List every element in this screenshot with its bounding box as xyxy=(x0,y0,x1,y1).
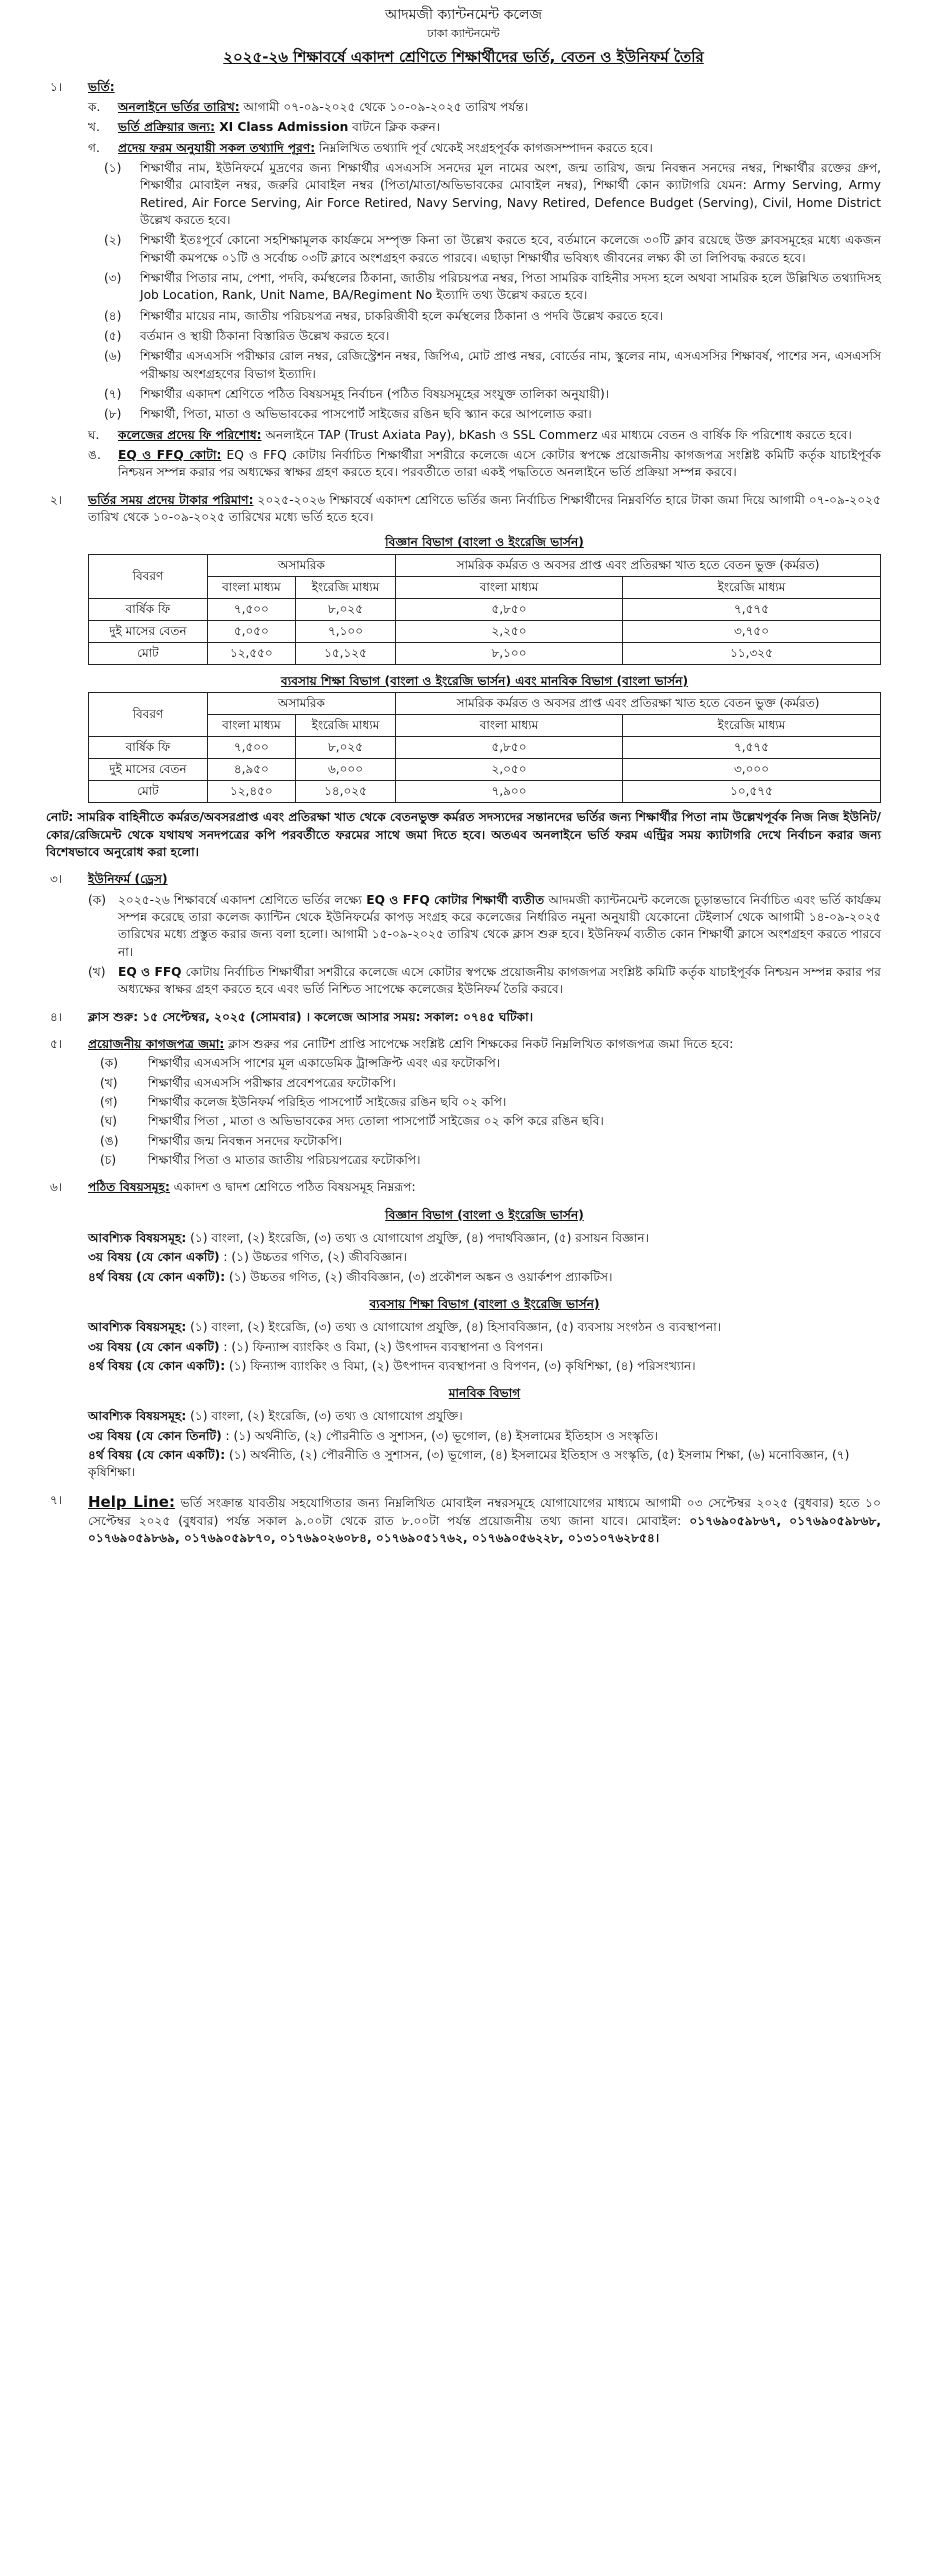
column-header: অসামরিক xyxy=(207,693,395,715)
table-cell: ৫,৮৫০ xyxy=(396,737,623,759)
admission-button-name: XI Class Admission xyxy=(214,120,349,135)
item-gha xyxy=(88,427,881,444)
section-lead: ভর্তির সময় প্রদেয় টাকার পরিমাণ: xyxy=(88,492,254,507)
list-key: (গ) xyxy=(100,1094,118,1109)
list-key: (২) xyxy=(104,233,122,248)
list-text: শিক্ষার্থী, পিতা, মাতা ও অভিভাবকের পাসপোর্ট সাইজের রঙিন ছবি স্ক্যান করে আপলোড করা। xyxy=(140,407,592,422)
subject-label: আবশ্যিক বিষয়সমূহ: xyxy=(88,1320,187,1335)
business-title: ব্যবসায় শিক্ষা বিভাগ (বাংলা ও ইংরেজি ভার্সন) xyxy=(369,1296,600,1311)
column-header: সামরিক কর্মরত ও অবসর প্রাপ্ত এবং প্রতিরক্ষা খাত হতে বেতন ভুক্ত (কর্মরত) xyxy=(396,693,881,715)
table-cell: ১২,৪৫০ xyxy=(207,781,295,803)
table-cell: ২,২৫০ xyxy=(396,620,623,642)
item-text: ২০২৫-২৬ শিক্ষাবর্ষে একাদশ শ্রেণিতে ভর্তির লক্ষ্যে xyxy=(118,892,362,907)
subject-label: ৪র্থ বিষয় (যে কোন একটি): xyxy=(88,1358,226,1373)
section-helpline xyxy=(46,1492,881,1548)
item-text: কোটায় নির্বাচিত শিক্ষার্থীরা সশরীরে কলেজে এসে কোটার স্বপক্ষে প্রয়োজনীয় কাগজপত্র সংশ্লিষ্ট কমিটি কর্তৃক যাচাইপূর্বক নিশ্চয়ন সম্পন্ন করার পর অধ্যক্ষের স্বাক্ষর গ্রহণ করতে হবে এবং ভর্তি নিশ্চিত সাপেক্ষে কলেজের ইউনিফর্ম তৈরি করবে। xyxy=(118,964,881,997)
table-cell: ৭,১০০ xyxy=(295,620,395,642)
section-title: ভর্তি: xyxy=(88,79,115,94)
column-header: ইংরেজি মাধ্যম xyxy=(295,576,395,598)
subject-text: (১) বাংলা, (২) ইংরেজি, (৩) তথ্য ও যোগাযোগ প্রযুক্তি। xyxy=(186,1409,463,1424)
item-lead: প্রদেয় ফরম অনুযায়ী সকল তথ্যাদি পূরণ: xyxy=(118,140,316,155)
list-item xyxy=(88,232,881,267)
notice-title: ২০২৫-২৬ শিক্ষাবর্ষে একাদশ শ্রেণিতে শিক্ষার্থীদের ভর্তি, বেতন ও ইউনিফর্ম তৈরি xyxy=(223,48,704,67)
subject-label: আবশ্যিক বিষয়সমূহ: xyxy=(88,1230,187,1245)
item-key: (ক) xyxy=(88,892,107,907)
table-title-science: বিজ্ঞান বিভাগ (বাংলা ও ইংরেজি ভার্সন) xyxy=(385,535,584,550)
column-header: বাংলা মাধ্যম xyxy=(396,715,623,737)
subject-line xyxy=(88,1230,881,1247)
column-header: বিবরণ xyxy=(89,693,208,737)
section-number: ৪। xyxy=(50,1009,63,1024)
list-item xyxy=(88,1055,881,1072)
section-class-start xyxy=(46,1009,881,1026)
item-key: খ. xyxy=(88,120,100,135)
table-cell: ১৫,১২৫ xyxy=(295,642,395,664)
college-location: ঢাকা ক্যান্টনমেন্ট xyxy=(427,26,500,40)
table-row xyxy=(89,642,881,664)
subject-line xyxy=(88,1319,881,1336)
section-number: ৭। xyxy=(50,1492,63,1507)
item-bold: EQ ও FFQ xyxy=(118,964,182,979)
table-cell: ৮,১০০ xyxy=(396,642,623,664)
table-row xyxy=(89,759,881,781)
item-key: ঘ. xyxy=(88,427,100,442)
item-ka xyxy=(88,99,881,116)
helpline-text: ভর্তি সংক্রান্ত যাবতীয় সহযোগিতার জন্য নিম্নলিখিত মোবাইল নম্বরসমূহে যোগাযোগের মাধ্যমে আগামী ০৩ সেপ্টেম্বর ২০২৫ (বুধবার) হতে ১০ সেপ্টেম্বর ২০২৫ (বুধবার) পর্যন্ত সকাল ৯.০০টা থেকে রাত ৮.০০টা পর্যন্ত প্রয়োজনীয় তথ্য জানা যাবে। মোবাইল: xyxy=(88,1495,881,1529)
subject-line xyxy=(88,1358,881,1375)
column-header: সামরিক কর্মরত ও অবসর প্রাপ্ত এবং প্রতিরক্ষা খাত হতে বেতন ভুক্ত (কর্মরত) xyxy=(396,554,881,576)
list-key: (চ) xyxy=(100,1152,117,1167)
list-item xyxy=(88,270,881,305)
subject-text: (১) উচ্চতর গণিত, (২) জীববিজ্ঞান, (৩) প্রকৌশল অঙ্কন ও ওয়ার্কশপ প্র্যাকটিস। xyxy=(225,1269,613,1284)
list-text: শিক্ষার্থীর মায়ের নাম, জাতীয় পরিচয়পত্র নম্বর, চাকরিজীবী হলে কর্মস্থলের ঠিকানা ও পদবি উল্লেখ করতে হবে। xyxy=(140,308,664,323)
table-row xyxy=(89,598,881,620)
list-text: শিক্ষার্থীর নাম, ইউনিফর্মে মুদ্রণের জন্য শিক্ষার্থীর এসএসসি সনদের মূল নামের অংশ, জন্ম তারিখ, জন্ম নিবন্ধন সনদের নম্বর, শিক্ষার্থীর রক্তের গ্রুপ, শিক্ষার্থীর মোবাইল নম্বর, জরুরি মোবাইল নম্বর (পিতা/মাতা/অভিভাবকের মোবাইল নম্বর), শিক্ষার্থী কোন ক্যাটাগরি যেমন: Army Serving, Army Retired, Air Force Serving, Air Force Retired, Navy Serving, Navy Retired, Defence Budget (Serving), Civil, Home District উল্লেখ করতে হবে। xyxy=(140,161,881,228)
subject-line xyxy=(88,1269,881,1286)
section-number: ১। xyxy=(50,79,63,94)
fee-table-science xyxy=(88,554,881,665)
section-fees xyxy=(46,492,881,804)
list-text: শিক্ষার্থীর পিতা , মাতা ও অভিভাবকের সদ্য তোলা পাসপোর্ট সাইজের ০২ কপি করে রঙিন ছবি। xyxy=(148,1114,604,1129)
column-header: ইংরেজি মাধ্যম xyxy=(622,715,880,737)
subject-line xyxy=(88,1428,881,1445)
item-kha xyxy=(88,119,881,136)
form-info-list xyxy=(88,160,881,424)
table-cell: ১১,৩২৫ xyxy=(622,642,880,664)
list-item xyxy=(88,160,881,229)
list-item xyxy=(88,1113,881,1130)
column-header: ইংরেজি মাধ্যম xyxy=(295,715,395,737)
item-lead: EQ ও FFQ কোটা: xyxy=(118,448,222,463)
section-text: একাদশ ও দ্বাদশ শ্রেণিতে পঠিত বিষয়সমূহ নিম্নরূপ: xyxy=(169,1180,416,1195)
helpline-phones: ০১৭৬৯০৫৯৮৬৭, ০১৭৬৯০৫৯৮৬৮, ০১৭৬৯০৫৯৮৬৯, ০১৭৬৯০৫৯৮৭০, ০১৭৬৯০২৬০৮৪, ০১৭৬৯০৫১৭৬২, ০১৭৬৯০৫৬২২৮, ০১৩১০৭৬২৮৫৪। xyxy=(88,1514,881,1546)
section-number: ৩। xyxy=(50,872,63,887)
section-title: ইউনিফর্ম (ড্রেস) xyxy=(88,872,168,887)
column-header: অসামরিক xyxy=(207,554,395,576)
header xyxy=(46,6,881,69)
list-text: শিক্ষার্থী ইতঃপূর্বে কোনো সহশিক্ষামূলক কার্যক্রমে সম্পৃক্ত কিনা তা উল্লেখ করতে হবে, বর্তমানে কলেজে ৩০টি ক্লাব রয়েছে উক্ত ক্লাবসমূহের মধ্যে একজন শিক্ষার্থী কমপক্ষে ০১টি ও সর্বোচ্চ ০৩টি ক্লাবে অংশগ্রহণ করতে পারবে। এছাড়া শিক্ষার্থীর ভবিষ্যৎ জীবনের লক্ষ্য কী তা লিপিবদ্ধ করতে হবে। xyxy=(140,233,881,265)
list-item xyxy=(88,308,881,325)
list-text: বর্তমান ও স্থায়ী ঠিকানা বিস্তারিত উল্লেখ করতে হবে। xyxy=(140,329,390,344)
section-documents xyxy=(46,1036,881,1169)
section-number: ৫। xyxy=(50,1036,63,1051)
item-ka xyxy=(88,892,881,961)
subject-label: ৩য় বিষয় (যে কোন একটি) xyxy=(88,1339,220,1354)
item-key: (খ) xyxy=(88,964,106,979)
subject-text: : (১) ফিন্যান্স ব্যাংকিং ও বিমা, (২) উৎপাদন ব্যবস্থাপনা ও বিপণন। xyxy=(219,1339,544,1354)
item-text: EQ ও FFQ কোটায় নির্বাচিত শিক্ষার্থীরা সশরীরে কলেজে এসে কোটার স্বপক্ষে প্রয়োজনীয় কাগজপত্র সংশ্লিষ্ট কমিটি কর্তৃক যাচাইপূর্বক নিশ্চয়ন সম্পন্ন করার পর অধ্যক্ষের স্বাক্ষর গ্রহণ করতে হবে। পরবর্তীতে তারা একই পদ্ধতিতে অনলাইনে ভর্তি প্রক্রিয়া সম্পন্ন করবে। xyxy=(118,448,881,480)
table-cell: ৩,৭৫০ xyxy=(622,620,880,642)
item-key: ঙ. xyxy=(88,448,101,463)
subject-text: (১) বাংলা, (২) ইংরেজি, (৩) তথ্য ও যোগাযোগ প্রযুক্তি, (৪) হিসাববিজ্ঞান, (৫) ব্যবসায় সংগঠন ও ব্যবস্থাপনা। xyxy=(186,1320,722,1335)
column-header: বিবরণ xyxy=(89,554,208,598)
table-cell: ৭,৫০০ xyxy=(207,598,295,620)
subject-text: : (১) উচ্চতর গণিত, (২) জীববিজ্ঞান। xyxy=(219,1250,408,1265)
section-admission xyxy=(46,79,881,482)
column-header: বাংলা মাধ্যম xyxy=(207,715,295,737)
section-text: ক্লাস শুরুর পর নোটিশ প্রাপ্তি সাপেক্ষে সংশ্লিষ্ট শ্রেণি শিক্ষকের নিকট নিম্নলিখিত কাগজপত্র জমা দিতে হবে: xyxy=(224,1036,734,1051)
subject-text: (১) বাংলা, (২) ইংরেজি, (৩) তথ্য ও যোগাযোগ প্রযুক্তি, (৪) পদার্থবিজ্ঞান, (৫) রসায়ন বিজ্ঞান। xyxy=(186,1230,650,1245)
subject-label: ৩য় বিষয় (যে কোন তিনটি) xyxy=(88,1428,222,1443)
item-ga xyxy=(88,140,881,157)
list-key: (ক) xyxy=(100,1056,119,1071)
section-subjects xyxy=(46,1179,881,1482)
subject-label: আবশ্যিক বিষয়সমূহ: xyxy=(88,1409,187,1424)
item-lead: কলেজের প্রদেয় ফি পরিশোধ: xyxy=(118,427,262,442)
item-text: অনলাইনে TAP (Trust Axiata Pay), bKash ও SSL Commerz এর মাধ্যমে বেতন ও বার্ষিক ফি পরিশোধ করতে হবে। xyxy=(261,427,852,442)
fee-table-business xyxy=(88,692,881,803)
list-text: শিক্ষার্থীর পিতার নাম, পেশা, পদবি, কর্মস্থলের ঠিকানা, জাতীয় পরিচয়পত্র নম্বর, পিতা সামরিক বাহিনীর সদস্য হলে অথবা সামরিক হলে উল্লিখিত তথ্যাদিসহ Job Location, Rank, Unit Name, BA/Regiment No ইত্যাদি তথ্য উল্লেখ করতে হবে। xyxy=(140,271,881,303)
table-cell: ৫,৮৫০ xyxy=(396,598,623,620)
science-title: বিজ্ঞান বিভাগ (বাংলা ও ইংরেজি ভার্সন) xyxy=(385,1207,584,1222)
section-lead: পঠিত বিষয়সমূহ: xyxy=(88,1180,170,1195)
helpline-label: Help Line: xyxy=(88,1492,175,1511)
column-header: বাংলা মাধ্যম xyxy=(207,576,295,598)
class-start-text: ক্লাস শুরু: ১৫ সেপ্টেম্বর, ২০২৫ (সোমবার) । কলেজে আসার সময়: সকাল: ০৭৪৫ ঘটিকা। xyxy=(88,1009,534,1024)
section-number: ২। xyxy=(50,492,63,507)
subject-label: ৪র্থ বিষয় (যে কোন একটি): xyxy=(88,1269,226,1284)
item-umo xyxy=(88,447,881,482)
list-text: শিক্ষার্থীর পিতা ও মাতার জাতীয় পরিচয়পত্রের ফটোকপি। xyxy=(148,1152,421,1167)
table-cell: ২,০৫০ xyxy=(396,759,623,781)
section-lead: প্রয়োজনীয় কাগজপত্র জমা: xyxy=(88,1036,225,1051)
humanities-title: মানবিক বিভাগ xyxy=(448,1386,521,1401)
table-cell: ৭,৯০০ xyxy=(396,781,623,803)
item-lead: অনলাইনে ভর্তির তারিখ: xyxy=(118,100,240,115)
list-key: (ঙ) xyxy=(100,1133,119,1148)
subject-line xyxy=(88,1447,881,1482)
item-key: গ. xyxy=(88,140,100,155)
table-row xyxy=(89,781,881,803)
table-cell: ১০,৫৭৫ xyxy=(622,781,880,803)
table-title-business: ব্যবসায় শিক্ষা বিভাগ (বাংলা ও ইংরেজি ভার্সন) এবং মানবিক বিভাগ (বাংলা ভার্সন) xyxy=(280,673,689,688)
table-cell: ৩,০০০ xyxy=(622,759,880,781)
subject-label: ৩য় বিষয় (যে কোন একটি) xyxy=(88,1250,220,1265)
item-lead: ভর্তি প্রক্রিয়ার জন্য: xyxy=(118,120,215,135)
item-text: বাটনে ক্লিক করুন। xyxy=(348,120,441,135)
subject-text: (১) ফিন্যান্স ব্যাংকিং ও বিমা, (২) উৎপাদন ব্যবস্থাপনা ও বিপণন, (৩) কৃষিশিক্ষা, (৪) পরিসংখ্যান। xyxy=(225,1358,696,1373)
list-key: (ঘ) xyxy=(100,1114,118,1129)
list-text: শিক্ষার্থীর এসএসসি পাশের মূল একাডেমিক ট্রান্সক্রিপ্ট এবং এর ফটোকপি। xyxy=(148,1056,501,1071)
list-key: (৭) xyxy=(104,387,122,402)
list-text: শিক্ষার্থীর এসএসসি পরীক্ষার প্রবেশপত্রের ফটোকপি। xyxy=(148,1075,396,1090)
table-cell: ৮,০২৫ xyxy=(295,598,395,620)
subject-label: ৪র্থ বিষয় (যে কোন একটি): xyxy=(88,1448,226,1463)
table-cell: ১২,৫৫০ xyxy=(207,642,295,664)
item-key: ক. xyxy=(88,100,101,115)
row-label: বার্ষিক ফি xyxy=(89,598,208,620)
row-label: দুই মাসের বেতন xyxy=(89,759,208,781)
table-cell: ১৪,০২৫ xyxy=(295,781,395,803)
list-item xyxy=(88,1075,881,1092)
table-cell: ৭,৫৭৫ xyxy=(622,598,880,620)
table-row xyxy=(89,737,881,759)
item-kha xyxy=(88,964,881,999)
table-cell: ৭,৫৭৫ xyxy=(622,737,880,759)
item-text: আগামী ০৭-০৯-২০২৫ থেকে ১০-০৯-২০২৫ তারিখ পর্যন্ত। xyxy=(239,100,529,115)
list-text: শিক্ষার্থীর জন্ম নিবন্ধন সনদের ফটোকপি। xyxy=(148,1133,343,1148)
row-label: মোট xyxy=(89,642,208,664)
list-item xyxy=(88,328,881,345)
table-cell: ৫,০৫০ xyxy=(207,620,295,642)
table-cell: ৮,০২৫ xyxy=(295,737,395,759)
list-key: (৬) xyxy=(104,349,122,364)
list-item xyxy=(88,1152,881,1169)
subject-line xyxy=(88,1339,881,1356)
list-item xyxy=(88,406,881,423)
table-row xyxy=(89,620,881,642)
list-key: (৪) xyxy=(104,308,122,323)
table-cell: ৭,৫০০ xyxy=(207,737,295,759)
list-item xyxy=(88,1133,881,1150)
section-uniform xyxy=(46,871,881,998)
subject-text: (১) অর্থনীতি, (২) পৌরনীতি ও সুশাসন, (৩) ভূগোল, (৪) ইসলামের ইতিহাস ও সংস্কৃতি, (৫) ইসলাম শিক্ষা, (৬) মনোবিজ্ঞান, (৭) কৃষিশিক্ষা। xyxy=(88,1448,850,1480)
list-key: (৩) xyxy=(104,271,122,286)
item-text: আদমজী ক্যান্টনমেন্ট কলেজে চূড়ান্তভাবে নির্বাচিত এবং ভর্তি কার্যক্রম সম্পন্ন করেছে তারা কলেজ ক্যান্টিন থেকে ইউনিফর্মের কাপড় সংগ্রহ করে কলেজের নির্ধারিত নমুনা অনুযায়ী যেকোনো টেইলার্স থেকে আগামী ১৪-০৯-২০২৫ তারিখের মধ্যে প্রস্তুত করার জন্য বলা হলো। আগামী ১৫-০৯-২০২৫ তারিখ থেকে ক্লাস শুরু হবে। ইউনিফর্ম ব্যতীত কোন শিক্ষার্থী ক্লাসে অংশগ্রহণ করতে পারবে না। xyxy=(118,892,881,959)
table-header-row xyxy=(89,693,881,715)
list-text: শিক্ষার্থীর একাদশ শ্রেণিতে পঠিত বিষয়সমূহ নির্বাচন (পঠিত বিষয়সমূহের সংযুক্ত তালিকা অনুযায়ী)। xyxy=(140,387,610,402)
item-text: নিম্নলিখিত তথ্যাদি পূর্ব থেকেই সংগ্রহপূর্বক কাগজসম্পাদন করতে হবে। xyxy=(315,140,653,155)
table-cell: ৪,৯৫০ xyxy=(207,759,295,781)
subject-line xyxy=(88,1249,881,1266)
fee-note: নোট: সামরিক বাহিনীতে কর্মরত/অবসরপ্রাপ্ত এবং প্রতিরক্ষা খাত থেকে বেতনভুক্ত কর্মরত সদস্যদের সন্তানদের ভর্তির জন্য শিক্ষার্থীর পিতা নাম উল্লেখপূর্বক নিজ নিজ ইউনিট/কোর/রেজিমেন্ট থেকে যথাযথ সনদপত্রের কপি পরবর্তীতে ফরমের সাথে জমা দিতে হবে। অতএব অনলাইনে ভর্তি ফরম এন্ট্রির সময় ক্যাটাগরি দেখে নির্বাচন করার জন্য বিশেষভাবে অনুরোধ করা হলো। xyxy=(46,810,881,859)
table-header-row xyxy=(89,576,881,598)
list-text: শিক্ষার্থীর কলেজ ইউনিফর্ম পরিহিত পাসপোর্ট সাইজের রঙিন ছবি ০২ কপি। xyxy=(148,1094,507,1109)
list-key: (খ) xyxy=(100,1075,118,1090)
section-number: ৬। xyxy=(50,1180,63,1195)
table-cell: ৬,০০০ xyxy=(295,759,395,781)
list-key: (১) xyxy=(104,161,122,176)
list-item xyxy=(88,348,881,383)
list-text: শিক্ষার্থীর এসএসসি পরীক্ষার রোল নম্বর, রেজিস্ট্রেশন নম্বর, জিপিএ, মোট প্রাপ্ত নম্বর, বোর্ডের নাম, স্কুলের নাম, এসএসসির শিক্ষাবর্ষ, পাশের সন, এসএসসি পরীক্ষায় অংশগ্রহণের বিভাগ ইত্যাদি। xyxy=(140,349,881,381)
row-label: মোট xyxy=(89,781,208,803)
item-bold: EQ ও FFQ কোটার শিক্ষার্থী ব্যতীত xyxy=(361,892,545,907)
subject-text: : (১) অর্থনীতি, (২) পৌরনীতি ও সুশাসন, (৩) ভূগোল, (৪) ইসলামের ইতিহাস ও সংস্কৃতি। xyxy=(221,1428,659,1443)
table-header-row xyxy=(89,715,881,737)
column-header: ইংরেজি মাধ্যম xyxy=(622,576,880,598)
row-label: দুই মাসের বেতন xyxy=(89,620,208,642)
column-header: বাংলা মাধ্যম xyxy=(396,576,623,598)
list-key: (৫) xyxy=(104,329,122,344)
table-header-row xyxy=(89,554,881,576)
college-name: আদমজী ক্যান্টনমেন্ট কলেজ xyxy=(385,7,542,23)
list-item xyxy=(88,1094,881,1111)
list-item xyxy=(88,386,881,403)
list-key: (৮) xyxy=(104,407,122,422)
subject-line xyxy=(88,1408,881,1425)
section-text: ২০২৫-২০২৬ শিক্ষাবর্ষে একাদশ শ্রেণিতে ভর্তির জন্য নির্বাচিত শিক্ষার্থীদের নিম্নবর্ণিত হারে টাকা জমা দিয়ে আগামী ০৭-০৯-২০২৫ তারিখ থেকে ১০-০৯-২০২৫ তারিখের মধ্যে ভর্তি হতে হবে। xyxy=(88,492,881,524)
row-label: বার্ষিক ফি xyxy=(89,737,208,759)
